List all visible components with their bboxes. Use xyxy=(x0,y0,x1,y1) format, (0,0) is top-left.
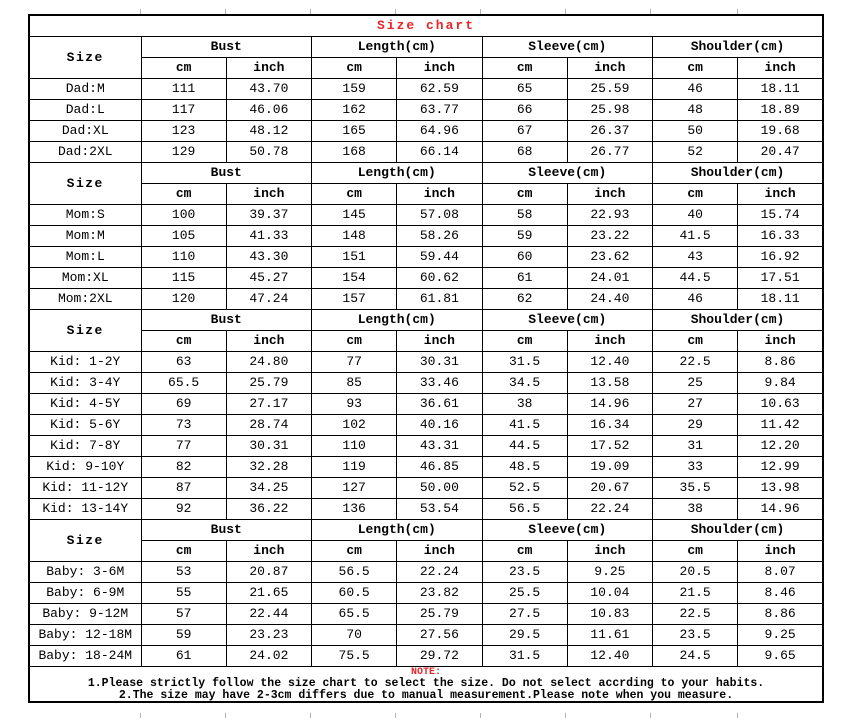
title-row xyxy=(29,15,823,37)
measurement-cell: 38 xyxy=(482,394,567,415)
unit-row-kid xyxy=(29,331,823,352)
measurement-cell: 17.51 xyxy=(738,268,823,289)
measurement-cell: 50.00 xyxy=(397,478,482,499)
measurement-cell: 67 xyxy=(482,121,567,142)
measurement-cell: 117 xyxy=(141,100,226,121)
measurement-cell: 60 xyxy=(482,247,567,268)
measurement-cell: 25 xyxy=(653,373,738,394)
unit-header: inch xyxy=(738,184,823,205)
measurement-cell: 33.46 xyxy=(397,373,482,394)
table-row xyxy=(29,394,823,415)
size-label-cell: Mom:S xyxy=(29,205,141,226)
unit-header: cm xyxy=(312,184,397,205)
measurement-cell: 45.27 xyxy=(226,268,311,289)
size-label-cell: Baby: 6-9M xyxy=(29,583,141,604)
measurement-cell: 136 xyxy=(312,499,397,520)
measurement-cell: 12.40 xyxy=(567,352,652,373)
measurement-cell: 65.5 xyxy=(312,604,397,625)
size-label-cell: Kid: 9-10Y xyxy=(29,457,141,478)
measurement-cell: 13.98 xyxy=(738,478,823,499)
measurement-cell: 105 xyxy=(141,226,226,247)
measurement-cell: 66 xyxy=(482,100,567,121)
tick-mark xyxy=(480,713,481,718)
measurement-cell: 22.24 xyxy=(567,499,652,520)
column-group-header: Length(cm) xyxy=(312,310,483,331)
column-group-header: Length(cm) xyxy=(312,163,483,184)
note-line-2: 2.The size may have 2-3cm differs due to manual measurement.Please note when you measure. xyxy=(118,688,734,702)
size-column-header-kid: Size xyxy=(29,310,141,352)
measurement-cell: 62 xyxy=(482,289,567,310)
measurement-cell: 25.5 xyxy=(482,583,567,604)
measurement-cell: 65 xyxy=(482,79,567,100)
measurement-cell: 92 xyxy=(141,499,226,520)
measurement-cell: 28.74 xyxy=(226,415,311,436)
header-row-mom xyxy=(29,163,823,184)
measurement-cell: 41.33 xyxy=(226,226,311,247)
measurement-cell: 22.5 xyxy=(653,352,738,373)
measurement-cell: 19.09 xyxy=(567,457,652,478)
table-row xyxy=(29,247,823,268)
measurement-cell: 61.81 xyxy=(397,289,482,310)
tick-mark xyxy=(737,713,738,718)
table-row xyxy=(29,478,823,499)
size-label-cell: Dad:XL xyxy=(29,121,141,142)
measurement-cell: 129 xyxy=(141,142,226,163)
page-title: Size chart xyxy=(29,15,823,37)
measurement-cell: 23.23 xyxy=(226,625,311,646)
measurement-cell: 58 xyxy=(482,205,567,226)
measurement-cell: 53.54 xyxy=(397,499,482,520)
measurement-cell: 48.5 xyxy=(482,457,567,478)
measurement-cell: 21.5 xyxy=(653,583,738,604)
size-label-cell: Baby: 12-18M xyxy=(29,625,141,646)
measurement-cell: 44.5 xyxy=(653,268,738,289)
measurement-cell: 50.78 xyxy=(226,142,311,163)
measurement-cell: 59.44 xyxy=(397,247,482,268)
measurement-cell: 87 xyxy=(141,478,226,499)
measurement-cell: 33 xyxy=(653,457,738,478)
tick-mark xyxy=(650,713,651,718)
measurement-cell: 119 xyxy=(312,457,397,478)
measurement-cell: 165 xyxy=(312,121,397,142)
measurement-cell: 168 xyxy=(312,142,397,163)
table-row xyxy=(29,373,823,394)
measurement-cell: 13.58 xyxy=(567,373,652,394)
measurement-cell: 18.11 xyxy=(738,289,823,310)
size-label-cell: Dad:M xyxy=(29,79,141,100)
measurement-cell: 85 xyxy=(312,373,397,394)
unit-header: cm xyxy=(141,58,226,79)
measurement-cell: 61 xyxy=(141,646,226,667)
measurement-cell: 23.82 xyxy=(397,583,482,604)
measurement-cell: 39.37 xyxy=(226,205,311,226)
unit-header: cm xyxy=(653,331,738,352)
measurement-cell: 12.20 xyxy=(738,436,823,457)
measurement-cell: 17.52 xyxy=(567,436,652,457)
measurement-cell: 22.93 xyxy=(567,205,652,226)
measurement-cell: 62.59 xyxy=(397,79,482,100)
measurement-cell: 12.40 xyxy=(567,646,652,667)
measurement-cell: 15.74 xyxy=(738,205,823,226)
unit-header: inch xyxy=(397,184,482,205)
measurement-cell: 64.96 xyxy=(397,121,482,142)
note-cell xyxy=(29,667,823,703)
size-column-header-baby: Size xyxy=(29,520,141,562)
measurement-cell: 36.61 xyxy=(397,394,482,415)
unit-header: cm xyxy=(653,184,738,205)
measurement-cell: 77 xyxy=(312,352,397,373)
measurement-cell: 110 xyxy=(141,247,226,268)
measurement-cell: 41.5 xyxy=(482,415,567,436)
size-label-cell: Dad:2XL xyxy=(29,142,141,163)
column-group-header: Bust xyxy=(141,37,312,58)
unit-header: cm xyxy=(653,58,738,79)
table-row xyxy=(29,289,823,310)
size-label-cell: Kid: 7-8Y xyxy=(29,436,141,457)
measurement-cell: 48 xyxy=(653,100,738,121)
measurement-cell: 154 xyxy=(312,268,397,289)
measurement-cell: 29.5 xyxy=(482,625,567,646)
unit-header: inch xyxy=(226,331,311,352)
measurement-cell: 9.84 xyxy=(738,373,823,394)
unit-header: inch xyxy=(397,541,482,562)
measurement-cell: 24.40 xyxy=(567,289,652,310)
column-group-header: Shoulder(cm) xyxy=(653,520,824,541)
measurement-cell: 27.17 xyxy=(226,394,311,415)
measurement-cell: 18.11 xyxy=(738,79,823,100)
table-row xyxy=(29,415,823,436)
unit-row-dad xyxy=(29,58,823,79)
measurement-cell: 31.5 xyxy=(482,352,567,373)
measurement-cell: 30.31 xyxy=(226,436,311,457)
measurement-cell: 43 xyxy=(653,247,738,268)
size-label-cell: Kid: 11-12Y xyxy=(29,478,141,499)
unit-header: cm xyxy=(141,541,226,562)
table-row xyxy=(29,646,823,667)
measurement-cell: 68 xyxy=(482,142,567,163)
measurement-cell: 55 xyxy=(141,583,226,604)
table-row xyxy=(29,436,823,457)
column-group-header: Sleeve(cm) xyxy=(482,163,653,184)
column-group-header: Sleeve(cm) xyxy=(482,310,653,331)
measurement-cell: 29.72 xyxy=(397,646,482,667)
note-row xyxy=(29,667,823,703)
measurement-cell: 43.31 xyxy=(397,436,482,457)
unit-header: inch xyxy=(738,58,823,79)
measurement-cell: 22.44 xyxy=(226,604,311,625)
measurement-cell: 44.5 xyxy=(482,436,567,457)
measurement-cell: 47.24 xyxy=(226,289,311,310)
measurement-cell: 24.01 xyxy=(567,268,652,289)
measurement-cell: 145 xyxy=(312,205,397,226)
table-row xyxy=(29,604,823,625)
measurement-cell: 8.46 xyxy=(738,583,823,604)
measurement-cell: 63 xyxy=(141,352,226,373)
measurement-cell: 43.70 xyxy=(226,79,311,100)
measurement-cell: 48.12 xyxy=(226,121,311,142)
size-column-header-mom: Size xyxy=(29,163,141,205)
size-label-cell: Kid: 5-6Y xyxy=(29,415,141,436)
size-label-cell: Kid: 1-2Y xyxy=(29,352,141,373)
unit-header: inch xyxy=(567,541,652,562)
unit-header: inch xyxy=(226,184,311,205)
size-chart-table xyxy=(28,14,824,703)
unit-header: inch xyxy=(738,331,823,352)
measurement-cell: 27 xyxy=(653,394,738,415)
measurement-cell: 20.47 xyxy=(738,142,823,163)
size-label-cell: Mom:M xyxy=(29,226,141,247)
measurement-cell: 148 xyxy=(312,226,397,247)
measurement-cell: 50 xyxy=(653,121,738,142)
table-row xyxy=(29,205,823,226)
measurement-cell: 23.22 xyxy=(567,226,652,247)
measurement-cell: 27.5 xyxy=(482,604,567,625)
unit-header: cm xyxy=(482,541,567,562)
measurement-cell: 25.59 xyxy=(567,79,652,100)
unit-header: cm xyxy=(482,184,567,205)
measurement-cell: 25.79 xyxy=(397,604,482,625)
measurement-cell: 46 xyxy=(653,289,738,310)
measurement-cell: 56.5 xyxy=(312,562,397,583)
measurement-cell: 31.5 xyxy=(482,646,567,667)
measurement-cell: 75.5 xyxy=(312,646,397,667)
measurement-cell: 19.68 xyxy=(738,121,823,142)
column-group-header: Shoulder(cm) xyxy=(653,163,824,184)
measurement-cell: 52 xyxy=(653,142,738,163)
table-row xyxy=(29,457,823,478)
measurement-cell: 35.5 xyxy=(653,478,738,499)
measurement-cell: 23.5 xyxy=(482,562,567,583)
measurement-cell: 9.25 xyxy=(738,625,823,646)
measurement-cell: 34.5 xyxy=(482,373,567,394)
note-heading: NOTE: xyxy=(411,667,442,678)
measurement-cell: 63.77 xyxy=(397,100,482,121)
unit-header: cm xyxy=(312,541,397,562)
column-group-header: Bust xyxy=(141,310,312,331)
size-label-cell: Baby: 18-24M xyxy=(29,646,141,667)
measurement-cell: 25.79 xyxy=(226,373,311,394)
measurement-cell: 100 xyxy=(141,205,226,226)
size-label-cell: Mom:L xyxy=(29,247,141,268)
column-group-header: Bust xyxy=(141,163,312,184)
measurement-cell: 73 xyxy=(141,415,226,436)
measurement-cell: 23.5 xyxy=(653,625,738,646)
table-row xyxy=(29,79,823,100)
measurement-cell: 8.86 xyxy=(738,352,823,373)
table-row xyxy=(29,562,823,583)
unit-header: inch xyxy=(397,331,482,352)
measurement-cell: 123 xyxy=(141,121,226,142)
unit-header: cm xyxy=(482,58,567,79)
unit-header: inch xyxy=(567,58,652,79)
measurement-cell: 111 xyxy=(141,79,226,100)
table-row xyxy=(29,352,823,373)
measurement-cell: 22.5 xyxy=(653,604,738,625)
measurement-cell: 26.77 xyxy=(567,142,652,163)
size-column-header-dad: Size xyxy=(29,37,141,79)
measurement-cell: 60.5 xyxy=(312,583,397,604)
note-line-1: 1.Please strictly follow the size chart to select the size. Do not select accrding to your habits. xyxy=(87,677,765,690)
measurement-cell: 59 xyxy=(482,226,567,247)
header-row-dad xyxy=(29,37,823,58)
measurement-cell: 20.87 xyxy=(226,562,311,583)
measurement-cell: 159 xyxy=(312,79,397,100)
measurement-cell: 31 xyxy=(653,436,738,457)
table-row xyxy=(29,499,823,520)
tick-mark xyxy=(310,713,311,718)
measurement-cell: 70 xyxy=(312,625,397,646)
measurement-cell: 57 xyxy=(141,604,226,625)
measurement-cell: 22.24 xyxy=(397,562,482,583)
unit-header: cm xyxy=(312,331,397,352)
measurement-cell: 151 xyxy=(312,247,397,268)
unit-header: inch xyxy=(397,58,482,79)
size-label-cell: Mom:2XL xyxy=(29,289,141,310)
unit-header: inch xyxy=(567,184,652,205)
measurement-cell: 66.14 xyxy=(397,142,482,163)
size-label-cell: Dad:L xyxy=(29,100,141,121)
measurement-cell: 82 xyxy=(141,457,226,478)
table-row xyxy=(29,625,823,646)
measurement-cell: 30.31 xyxy=(397,352,482,373)
measurement-cell: 157 xyxy=(312,289,397,310)
measurement-cell: 93 xyxy=(312,394,397,415)
measurement-cell: 65.5 xyxy=(141,373,226,394)
measurement-cell: 57.08 xyxy=(397,205,482,226)
unit-row-baby xyxy=(29,541,823,562)
measurement-cell: 40.16 xyxy=(397,415,482,436)
measurement-cell: 56.5 xyxy=(482,499,567,520)
measurement-cell: 20.5 xyxy=(653,562,738,583)
header-row-kid xyxy=(29,310,823,331)
measurement-cell: 23.62 xyxy=(567,247,652,268)
unit-row-mom xyxy=(29,184,823,205)
measurement-cell: 32.28 xyxy=(226,457,311,478)
measurement-cell: 16.92 xyxy=(738,247,823,268)
unit-header: cm xyxy=(482,331,567,352)
table-row xyxy=(29,583,823,604)
measurement-cell: 60.62 xyxy=(397,268,482,289)
column-group-header: Sleeve(cm) xyxy=(482,37,653,58)
measurement-cell: 10.83 xyxy=(567,604,652,625)
column-group-header: Length(cm) xyxy=(312,520,483,541)
unit-header: inch xyxy=(567,331,652,352)
measurement-cell: 25.98 xyxy=(567,100,652,121)
measurement-cell: 36.22 xyxy=(226,499,311,520)
measurement-cell: 24.80 xyxy=(226,352,311,373)
measurement-cell: 26.37 xyxy=(567,121,652,142)
measurement-cell: 61 xyxy=(482,268,567,289)
unit-header: inch xyxy=(738,541,823,562)
tick-mark xyxy=(140,713,141,718)
measurement-cell: 8.86 xyxy=(738,604,823,625)
measurement-cell: 127 xyxy=(312,478,397,499)
column-group-header: Length(cm) xyxy=(312,37,483,58)
measurement-cell: 8.07 xyxy=(738,562,823,583)
measurement-cell: 10.63 xyxy=(738,394,823,415)
size-label-cell: Mom:XL xyxy=(29,268,141,289)
measurement-cell: 77 xyxy=(141,436,226,457)
column-group-header: Sleeve(cm) xyxy=(482,520,653,541)
measurement-cell: 11.42 xyxy=(738,415,823,436)
size-label-cell: Kid: 13-14Y xyxy=(29,499,141,520)
column-group-header: Bust xyxy=(141,520,312,541)
column-group-header: Shoulder(cm) xyxy=(653,310,824,331)
table-row xyxy=(29,100,823,121)
table-row xyxy=(29,121,823,142)
unit-header: inch xyxy=(226,541,311,562)
unit-header: inch xyxy=(226,58,311,79)
measurement-cell: 58.26 xyxy=(397,226,482,247)
measurement-cell: 9.25 xyxy=(567,562,652,583)
measurement-cell: 115 xyxy=(141,268,226,289)
measurement-cell: 16.34 xyxy=(567,415,652,436)
unit-header: cm xyxy=(312,58,397,79)
size-label-cell: Baby: 3-6M xyxy=(29,562,141,583)
header-row-baby xyxy=(29,520,823,541)
measurement-cell: 27.56 xyxy=(397,625,482,646)
measurement-cell: 40 xyxy=(653,205,738,226)
measurement-cell: 38 xyxy=(653,499,738,520)
table-row xyxy=(29,226,823,247)
measurement-cell: 11.61 xyxy=(567,625,652,646)
size-label-cell: Baby: 9-12M xyxy=(29,604,141,625)
measurement-cell: 52.5 xyxy=(482,478,567,499)
measurement-cell: 16.33 xyxy=(738,226,823,247)
size-label-cell: Kid: 4-5Y xyxy=(29,394,141,415)
unit-header: cm xyxy=(141,331,226,352)
measurement-cell: 24.02 xyxy=(226,646,311,667)
measurement-cell: 46.85 xyxy=(397,457,482,478)
measurement-cell: 24.5 xyxy=(653,646,738,667)
measurement-cell: 14.96 xyxy=(738,499,823,520)
table-row xyxy=(29,142,823,163)
size-chart-page xyxy=(28,14,822,703)
measurement-cell: 46.06 xyxy=(226,100,311,121)
measurement-cell: 53 xyxy=(141,562,226,583)
measurement-cell: 9.65 xyxy=(738,646,823,667)
measurement-cell: 59 xyxy=(141,625,226,646)
measurement-cell: 120 xyxy=(141,289,226,310)
measurement-cell: 41.5 xyxy=(653,226,738,247)
measurement-cell: 110 xyxy=(312,436,397,457)
measurement-cell: 29 xyxy=(653,415,738,436)
measurement-cell: 14.96 xyxy=(567,394,652,415)
measurement-cell: 43.30 xyxy=(226,247,311,268)
unit-header: cm xyxy=(141,184,226,205)
measurement-cell: 69 xyxy=(141,394,226,415)
measurement-cell: 162 xyxy=(312,100,397,121)
table-row xyxy=(29,268,823,289)
measurement-cell: 21.65 xyxy=(226,583,311,604)
measurement-cell: 34.25 xyxy=(226,478,311,499)
measurement-cell: 10.04 xyxy=(567,583,652,604)
measurement-cell: 102 xyxy=(312,415,397,436)
measurement-cell: 12.99 xyxy=(738,457,823,478)
measurement-cell: 18.89 xyxy=(738,100,823,121)
measurement-cell: 46 xyxy=(653,79,738,100)
measurement-cell: 20.67 xyxy=(567,478,652,499)
column-group-header: Shoulder(cm) xyxy=(653,37,824,58)
tick-mark xyxy=(395,713,396,718)
size-label-cell: Kid: 3-4Y xyxy=(29,373,141,394)
tick-mark xyxy=(225,713,226,718)
bottom-tick-marks xyxy=(28,713,822,718)
unit-header: cm xyxy=(653,541,738,562)
tick-mark xyxy=(565,713,566,718)
